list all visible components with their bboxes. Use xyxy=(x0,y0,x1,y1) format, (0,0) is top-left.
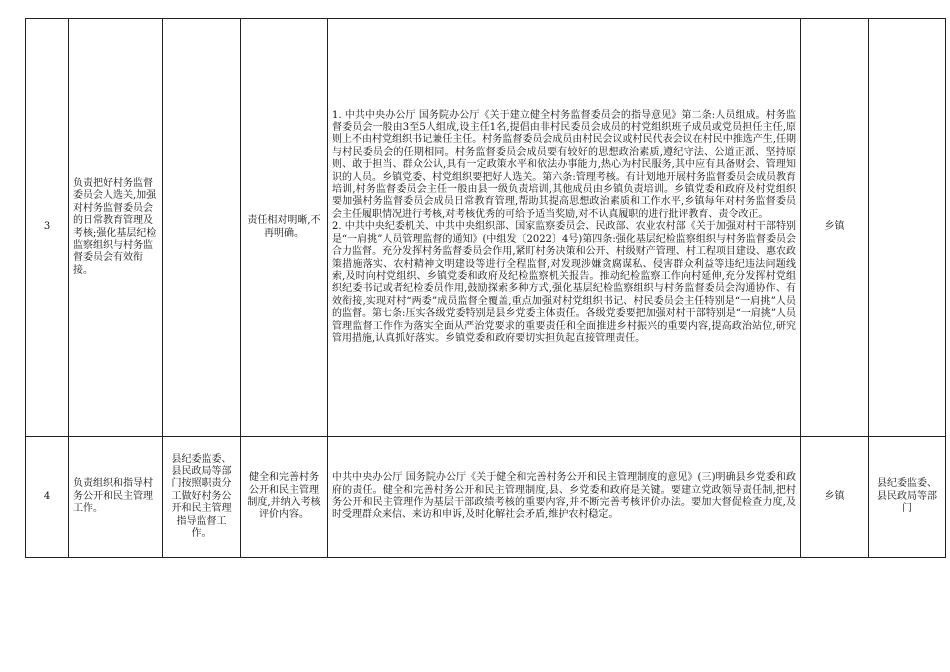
row-number: 3 xyxy=(26,19,69,437)
supporting-departments: 县纪委监委、县民政局等部门 xyxy=(869,437,946,558)
adjustment-note: 责任相对明晰,不再明确。 xyxy=(241,19,328,437)
row-number: 4 xyxy=(26,437,69,558)
task-description: 负责把好村务监督委员会人选关,加强对村务监督委员会的日常教育管理及考核;强化基层纪检监察组织与村务监督委员会有效衔接。 xyxy=(69,19,163,437)
table-row xyxy=(26,19,946,437)
task-description: 负责组织和指导村务公开和民主管理工作。 xyxy=(69,437,163,558)
implementation-level: 乡镇 xyxy=(801,19,869,437)
policy-basis-paragraph: 2. 中共中央纪委机关、中共中央组织部、国家监察委员会、民政部、农业农村部《关于加强对村干部特别是“一肩挑”人员管理监督的通知》(中组发〔2022〕4号)第四条:强化基层纪检监察组织与村务监督委员会合力监督。充分发挥村务监督委员会作用,紧盯村务决策和公开、村级财产管理、村工程项目建设、惠农政策措施落实、农村精神文明建设等进行全程监督,对发现涉嫌贪腐谋私、侵害群众利益等违纪违法问题线索,及时向村党组织、乡镇党委和政府及纪检监察机关报告。推动纪检监察工作向村延伸,充分发挥村党组织纪委书记或者纪检委员作用,鼓励探索多种方式,强化基层纪检监察组织与村务监督委员会沟通协作、有效衔接,实现对村“两委”成员监督全覆盖,重点加强对村党组织书记、村民委员会主任特别是“一肩挑”人员的监督。第七条:压实各级党委特别是县乡党委主体责任。各级党委要把加强对村干部特别是“一肩挑”人员管理监督工作作为落实全面从严治党要求的重要责任和全面推进乡村振兴的重要内容,提高政治站位,研究管用措施,认真抓好落实。乡镇党委和政府要切实担负起直接管理责任。 xyxy=(332,221,796,344)
policy-basis-paragraph: 1. 中共中央办公厅 国务院办公厅《关于建立健全村务监督委员会的指导意见》第二条:人员组成。村务监督委员会一般由3至5人组成,设主任1名,提倡由非村民委员会成员的村党组织班子成员或党员担任主任,原则上不由村党组织书记兼任主任。村务监督委员会成员由村民会议或村民代表会议在村民中推选产生,任期与村民委员会的任期相同。村务监督委员会成员要有较好的思想政治素质,遵纪守法、公道正派、坚持原则、敢于担当、群众公认,具有一定政策水平和依法办事能力,热心为村民服务,其中应有具备财会、管理知识的人员。乡镇党委、村党组织要把好人选关。第六条:管理考核。有计划地开展村务监督委员会成员教育培训,村务监督委员会主任一般由县一级负责培训,其他成员由乡镇负责培训。乡镇党委和政府及村党组织要加强村务监督委员会成员日常教育管理,帮助其提高思想政治素质和工作水平,乡镇每年对村务监督委员会主任履职情况进行考核,对考核优秀的可给予适当奖励,对不认真履职的进行批评教育、责令改正。 xyxy=(332,109,796,220)
policy-basis xyxy=(328,19,801,437)
adjustment-note: 健全和完善村务公开和民主管理制度,并纳入考核评价内容。 xyxy=(241,437,328,558)
responsible-departments: 县纪委监委、县民政局等部门按照职责分工做好村务公开和民主管理指导监督工作。 xyxy=(163,437,241,558)
policy-basis xyxy=(328,437,801,558)
policy-basis-paragraph: 中共中央办公厅 国务院办公厅《关于健全和完善村务公开和民主管理制度的意见》(三)明确县乡党委和政府的责任。健全和完善村务公开和民主管理制度,县、乡党委和政府是关键。要建立党政领导责任制,把村务公开和民主管理作为基层干部政绩考核的重要内容,并不断完善考核评价办法。要加大督促检查力度,及时受理群众来信、来访和申诉,及时化解社会矛盾,维护农村稳定。 xyxy=(332,472,796,521)
duty-list-table xyxy=(25,18,946,558)
table-row xyxy=(26,437,946,558)
supporting-departments xyxy=(869,19,946,437)
responsible-departments xyxy=(163,19,241,437)
implementation-level: 乡镇 xyxy=(801,437,869,558)
